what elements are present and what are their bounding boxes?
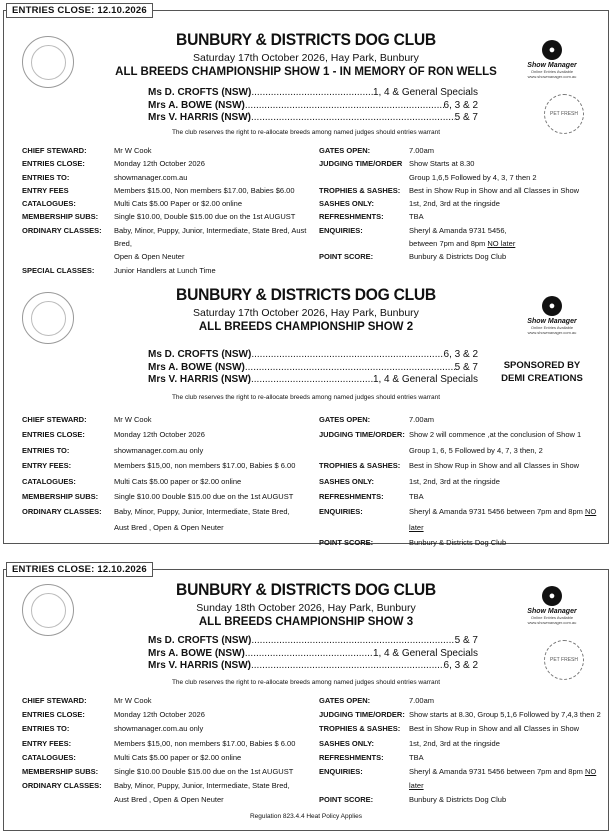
pet-fresh-icon: PET FRESH: [544, 94, 584, 134]
club-title: BUNBURY & DISTRICTS DOG CLUB: [176, 580, 436, 599]
judge-row: Mrs A. BOWE (NSW) ..... 1, 4 & General Specials: [148, 648, 478, 661]
regulation-footer: Regulation 823.4.4 Heat Policy Applies: [249, 813, 363, 820]
judge-row: Ms D. CROFTS (NSW) ..... 1, 4 & General Specials: [148, 87, 478, 100]
pet-fresh-icon: PET FRESH: [544, 640, 584, 680]
judge-row: Mrs A. BOWE (NSW) ..... 5 & 7: [148, 362, 478, 375]
show-2-details-right: GATES OPEN: 7.00am JUDGING TIME/ORDER: Show 2 will commence ,at the conclusion of Show 1 Group 1, 6, 5 Followed by 4, 7, 3 then, 2 TROPHIES & SASHES: Best in Show Rup in Show and all Classes in Show SASHES ONLY: 1st, 2nd, 3rd at the ringside REFRESHMENTS: TBA ENQUIRIES: Sheryl & Amanda 9731 5456 between 7pm and 8pm NO later POINT SCORE: Bunbury & Districts Dog Club: [319, 415, 597, 548]
show-title: ALL BREEDS CHAMPIONSHIP SHOW 1 - IN MEMORY OF RON WELLS: [115, 66, 497, 78]
show-manager-name: Show Manager: [527, 608, 577, 615]
show-3-details-right: GATES OPEN: 7.00am JUDGING TIME/ORDER: Show starts at 8.30, Group 5,1,6 Followed by 7,4,3 then 2 TROPHIES & SASHES: Best in Show Rup in Show and all Classes in Show SASHES ONLY: 1st, 2nd, 3rd at the ringside REFRESHMENTS: TBA ENQUIRIES: Sheryl & Amanda 9731 5456 between 7pm and 8pm NO later POINT SCORE: Bunbury & Districts Dog Club: [319, 696, 601, 805]
judge-row: Ms D. CROFTS (NSW) ..... 6, 3 & 2: [148, 349, 478, 362]
judge-row: Ms D. CROFTS (NSW) ..... 5 & 7: [148, 635, 478, 648]
judge-row: Mrs V. HARRIS (NSW) ..... 1, 4 & General Specials: [148, 374, 478, 387]
show-manager-name: Show Manager: [527, 318, 577, 325]
show-title: ALL BREEDS CHAMPIONSHIP SHOW 2: [198, 321, 414, 333]
sponsor-line: SPONSORED BY: [503, 360, 581, 371]
show-2-judges: [148, 349, 478, 387]
club-title: BUNBURY & DISTRICTS DOG CLUB: [176, 285, 436, 304]
reserve-note: The club reserves the right to re-allocate breeds among named judges should entries warrant: [171, 394, 441, 401]
show-2-details-left: CHIEF STEWARD: Mr W Cook ENTRIES CLOSE: Monday 12th October 2026 ENTRIES TO: showmanager.com.au only ENTRY FEES: Members $15,00, non members $17.00, Babies $ 6.00 CATALOGUES: Multi Cats $5.00 paper or $2.00 online MEMBERSHIP SUBS: Single $10.00 Double $15.00 due on the 1st AUGUST ORDINARY CLASSES: Baby, Minor, Puppy, Junior, Intermediate, State Bred, Aust Bred , Open & Open Neuter: [22, 415, 296, 532]
show-date: Saturday 17th October 2026, Hay Park, Bunbury: [193, 307, 419, 319]
show-1-details-right: GATES OPEN: 7.00am JUDGING TIME/ORDER Show Starts at 8.30 Group 1,6,5 Followed by 4, 3, 7 then 2 TROPHIES & SASHES: Best in Show Rup in Show and all Classes in Show SASHES ONLY: 1st, 2nd, 3rd at the ringside REFRESHMENTS: TBA ENQUIRIES: Sheryl & Amanda 9731 5456, between 7pm and 8pm NO later POINT SCORE: Bunbury & Districts Dog Club: [319, 146, 580, 262]
show-manager-sub: Online Entries Available www.showmanager.com.au: [527, 615, 577, 625]
entries-close-tag-1: ENTRIES CLOSE: 12.10.2026: [6, 3, 153, 18]
entries-close-tag-3: ENTRIES CLOSE: 12.10.2026: [6, 562, 153, 577]
paw-icon: ●: [542, 296, 562, 316]
club-title: BUNBURY & DISTRICTS DOG CLUB: [176, 30, 436, 49]
show-3-details-left: CHIEF STEWARD: Mr W Cook ENTRIES CLOSE: Monday 12th October 2026 ENTRIES TO: showmanager.com.au only ENTRY FEES: Members $15,00, non members $17.00, Babies $ 6.00 CATALOGUES: Multi Cats $5.00 paper or $2.00 online MEMBERSHIP SUBS: Single $10.00 Double $15.00 due on the 1st AUGUST ORDINARY CLASSES: Baby, Minor, Puppy, Junior, Intermediate, State Bred, Aust Bred , Open & Open Neuter: [22, 696, 296, 805]
show-date: Saturday 17th October 2026, Hay Park, Bunbury: [193, 52, 419, 64]
show-2-header: [0, 285, 612, 333]
show-1-details-left: CHIEF STEWARD: Mr W Cook ENTRIES CLOSE: Monday 12th October 2026 ENTRIES TO: showmanager.com.au ENTRY FEES Members $15.00, Non members $17.00, Babies $6.00 CATALOGUES: Multi Cats $5.00 Paper or $2.00 online MEMBERSHIP SUBS: Single $10.00, Double $15.00 due on the 1st AUGUST ORDINARY CLASSES: Baby, Minor, Puppy, Junior, Intermediate, State Bred, Aust Bred, Open & Open Neuter SPECIAL CLASSES: Junior Handlers at Lunch Time: [22, 146, 307, 275]
show-manager-sub: Online Entries Available www.showmanager.com.au: [527, 69, 577, 79]
show-3-header: [0, 580, 612, 628]
show-manager-name: Show Manager: [527, 62, 577, 69]
reserve-note: The club reserves the right to re-allocate breeds among named judges should entries warrant: [171, 679, 441, 686]
judge-row: Mrs A. BOWE (NSW) ..... 6, 3 & 2: [148, 100, 478, 113]
sponsor-name: DEMI CREATIONS: [501, 373, 583, 384]
paw-icon: ●: [542, 586, 562, 606]
judge-row: Mrs V. HARRIS (NSW) ..... 6, 3 & 2: [148, 660, 478, 673]
show-date: Sunday 18th October 2026, Hay Park, Bunbury: [196, 602, 416, 614]
sponsor-block: [492, 359, 592, 385]
show-3-judges: [148, 635, 478, 673]
judge-row: Mrs V. HARRIS (NSW) ..... 5 & 7: [148, 112, 478, 125]
reserve-note: The club reserves the right to re-allocate breeds among named judges should entries warrant: [171, 129, 441, 136]
show-title: ALL BREEDS CHAMPIONSHIP SHOW 3: [198, 616, 414, 628]
show-manager-sub: Online Entries Available www.showmanager.com.au: [527, 325, 577, 335]
show-1-judges: [148, 87, 478, 125]
paw-icon: ●: [542, 40, 562, 60]
show-1-header: [0, 30, 612, 78]
